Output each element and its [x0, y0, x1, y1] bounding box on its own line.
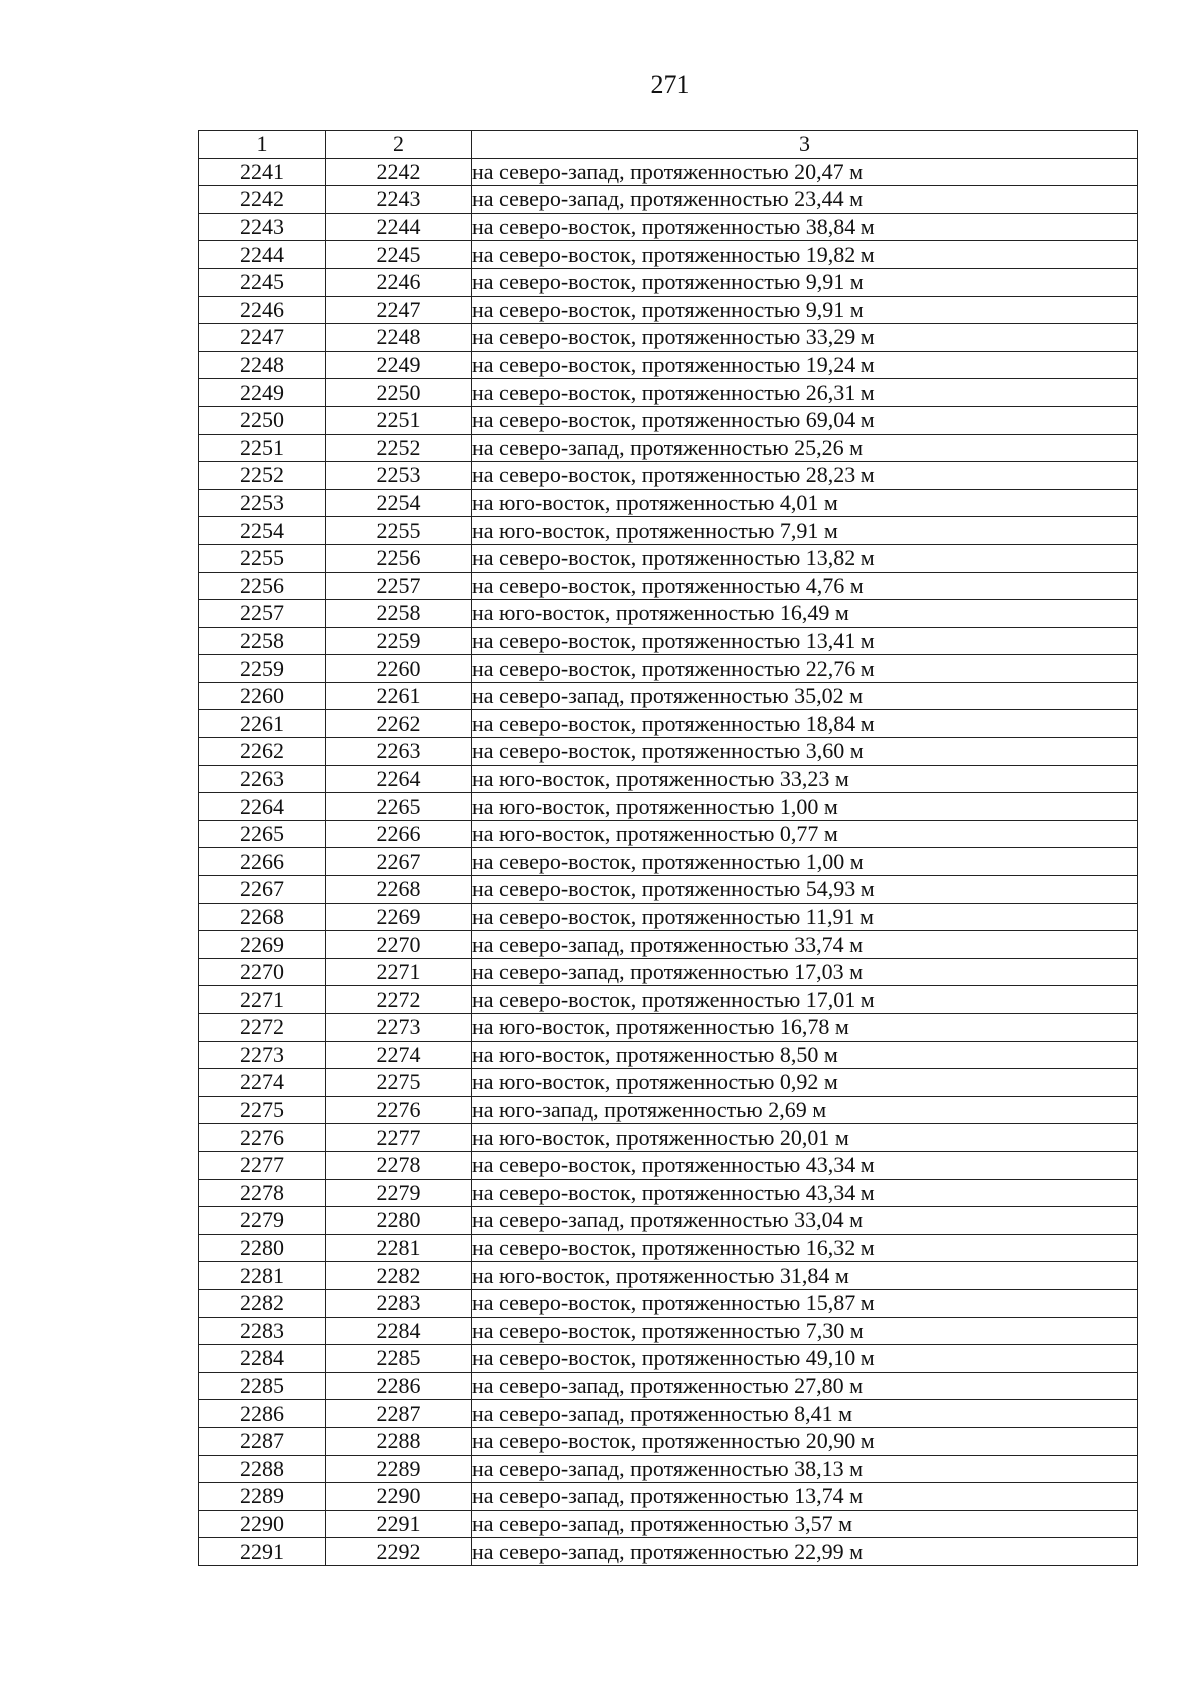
- from-point-cell: 2258: [199, 627, 326, 655]
- from-point-cell: 2265: [199, 820, 326, 848]
- to-point-cell: 2279: [326, 1179, 472, 1207]
- to-point-cell: 2255: [326, 517, 472, 545]
- table-row: [199, 627, 1138, 655]
- from-point-cell: 2248: [199, 351, 326, 379]
- direction-length-cell: на юго-восток, протяженностью 7,91 м: [472, 517, 1138, 545]
- from-point-cell: 2261: [199, 710, 326, 738]
- to-point-cell: 2270: [326, 931, 472, 959]
- table-row: [199, 489, 1138, 517]
- to-point-cell: 2289: [326, 1455, 472, 1483]
- from-point-cell: 2262: [199, 738, 326, 766]
- to-point-cell: 2271: [326, 958, 472, 986]
- from-point-cell: 2245: [199, 268, 326, 296]
- direction-length-cell: на северо-восток, протяженностью 69,04 м: [472, 406, 1138, 434]
- to-point-cell: 2282: [326, 1262, 472, 1290]
- to-point-cell: 2265: [326, 793, 472, 821]
- from-point-cell: 2251: [199, 434, 326, 462]
- direction-length-cell: на северо-восток, протяженностью 43,34 м: [472, 1179, 1138, 1207]
- to-point-cell: 2291: [326, 1510, 472, 1538]
- from-point-cell: 2271: [199, 986, 326, 1014]
- table-row: [199, 848, 1138, 876]
- from-point-cell: 2242: [199, 186, 326, 214]
- direction-length-cell: на юго-восток, протяженностью 4,01 м: [472, 489, 1138, 517]
- direction-length-cell: на юго-восток, протяженностью 33,23 м: [472, 765, 1138, 793]
- direction-length-cell: на северо-запад, протяженностью 3,57 м: [472, 1510, 1138, 1538]
- to-point-cell: 2272: [326, 986, 472, 1014]
- table-row: [199, 876, 1138, 904]
- direction-length-cell: на северо-запад, протяженностью 13,74 м: [472, 1483, 1138, 1511]
- table-row: [199, 1400, 1138, 1428]
- to-point-cell: 2254: [326, 489, 472, 517]
- from-point-cell: 2279: [199, 1207, 326, 1235]
- direction-length-cell: на юго-восток, протяженностью 1,00 м: [472, 793, 1138, 821]
- to-point-cell: 2284: [326, 1317, 472, 1345]
- from-point-cell: 2259: [199, 655, 326, 683]
- from-point-cell: 2289: [199, 1483, 326, 1511]
- direction-length-cell: на северо-восток, протяженностью 11,91 м: [472, 903, 1138, 931]
- from-point-cell: 2253: [199, 489, 326, 517]
- direction-length-cell: на юго-восток, протяженностью 0,77 м: [472, 820, 1138, 848]
- from-point-cell: 2247: [199, 324, 326, 352]
- table-row: [199, 158, 1138, 186]
- direction-length-cell: на северо-запад, протяженностью 20,47 м: [472, 158, 1138, 186]
- to-point-cell: 2260: [326, 655, 472, 683]
- from-point-cell: 2273: [199, 1041, 326, 1069]
- direction-length-cell: на северо-восток, протяженностью 20,90 м: [472, 1427, 1138, 1455]
- table-row: [199, 1234, 1138, 1262]
- to-point-cell: 2249: [326, 351, 472, 379]
- direction-length-cell: на юго-восток, протяженностью 31,84 м: [472, 1262, 1138, 1290]
- to-point-cell: 2277: [326, 1124, 472, 1152]
- table-row: [199, 1483, 1138, 1511]
- direction-length-cell: на северо-запад, протяженностью 23,44 м: [472, 186, 1138, 214]
- to-point-cell: 2290: [326, 1483, 472, 1511]
- to-point-cell: 2274: [326, 1041, 472, 1069]
- header-col-1: 1: [199, 131, 326, 159]
- direction-length-cell: на северо-восток, протяженностью 28,23 м: [472, 462, 1138, 490]
- from-point-cell: 2288: [199, 1455, 326, 1483]
- direction-length-cell: на северо-восток, протяженностью 9,91 м: [472, 268, 1138, 296]
- from-point-cell: 2264: [199, 793, 326, 821]
- to-point-cell: 2283: [326, 1289, 472, 1317]
- from-point-cell: 2243: [199, 213, 326, 241]
- direction-length-cell: на северо-запад, протяженностью 38,13 м: [472, 1455, 1138, 1483]
- from-point-cell: 2250: [199, 406, 326, 434]
- boundary-table: [198, 130, 1138, 1566]
- direction-length-cell: на юго-запад, протяженностью 2,69 м: [472, 1096, 1138, 1124]
- table-row: [199, 1096, 1138, 1124]
- table-row: [199, 1124, 1138, 1152]
- to-point-cell: 2266: [326, 820, 472, 848]
- table-row: [199, 986, 1138, 1014]
- direction-length-cell: на северо-восток, протяженностью 26,31 м: [472, 379, 1138, 407]
- to-point-cell: 2258: [326, 600, 472, 628]
- direction-length-cell: на северо-запад, протяженностью 33,04 м: [472, 1207, 1138, 1235]
- from-point-cell: 2286: [199, 1400, 326, 1428]
- direction-length-cell: на северо-восток, протяженностью 13,41 м: [472, 627, 1138, 655]
- from-point-cell: 2281: [199, 1262, 326, 1290]
- to-point-cell: 2269: [326, 903, 472, 931]
- table-row: [199, 186, 1138, 214]
- direction-length-cell: на северо-восток, протяженностью 38,84 м: [472, 213, 1138, 241]
- direction-length-cell: на северо-запад, протяженностью 27,80 м: [472, 1372, 1138, 1400]
- from-point-cell: 2249: [199, 379, 326, 407]
- from-point-cell: 2285: [199, 1372, 326, 1400]
- from-point-cell: 2266: [199, 848, 326, 876]
- table-row: [199, 1345, 1138, 1373]
- table-row: [199, 1151, 1138, 1179]
- from-point-cell: 2268: [199, 903, 326, 931]
- direction-length-cell: на северо-восток, протяженностью 33,29 м: [472, 324, 1138, 352]
- direction-length-cell: на северо-запад, протяженностью 8,41 м: [472, 1400, 1138, 1428]
- header-col-3: 3: [472, 131, 1138, 159]
- from-point-cell: 2287: [199, 1427, 326, 1455]
- from-point-cell: 2280: [199, 1234, 326, 1262]
- table-row: [199, 1455, 1138, 1483]
- to-point-cell: 2268: [326, 876, 472, 904]
- to-point-cell: 2243: [326, 186, 472, 214]
- direction-length-cell: на северо-восток, протяженностью 43,34 м: [472, 1151, 1138, 1179]
- direction-length-cell: на юго-восток, протяженностью 20,01 м: [472, 1124, 1138, 1152]
- from-point-cell: 2241: [199, 158, 326, 186]
- to-point-cell: 2259: [326, 627, 472, 655]
- to-point-cell: 2242: [326, 158, 472, 186]
- table-row: [199, 655, 1138, 683]
- direction-length-cell: на северо-восток, протяженностью 22,76 м: [472, 655, 1138, 683]
- direction-length-cell: на северо-запад, протяженностью 25,26 м: [472, 434, 1138, 462]
- to-point-cell: 2285: [326, 1345, 472, 1373]
- header-row: [199, 131, 1138, 159]
- from-point-cell: 2272: [199, 1014, 326, 1042]
- direction-length-cell: на северо-восток, протяженностью 17,01 м: [472, 986, 1138, 1014]
- table-row: [199, 600, 1138, 628]
- to-point-cell: 2288: [326, 1427, 472, 1455]
- direction-length-cell: на северо-восток, протяженностью 19,24 м: [472, 351, 1138, 379]
- from-point-cell: 2276: [199, 1124, 326, 1152]
- to-point-cell: 2280: [326, 1207, 472, 1235]
- direction-length-cell: на северо-запад, протяженностью 17,03 м: [472, 958, 1138, 986]
- to-point-cell: 2275: [326, 1069, 472, 1097]
- table-row: [199, 1317, 1138, 1345]
- table-row: [199, 517, 1138, 545]
- table-body: [199, 158, 1138, 1565]
- table-row: [199, 324, 1138, 352]
- table-row: [199, 268, 1138, 296]
- table-row: [199, 241, 1138, 269]
- from-point-cell: 2256: [199, 572, 326, 600]
- to-point-cell: 2273: [326, 1014, 472, 1042]
- table-row: [199, 765, 1138, 793]
- to-point-cell: 2263: [326, 738, 472, 766]
- table-row: [199, 1207, 1138, 1235]
- table-row: [199, 710, 1138, 738]
- to-point-cell: 2264: [326, 765, 472, 793]
- table-row: [199, 1538, 1138, 1566]
- direction-length-cell: на северо-восток, протяженностью 15,87 м: [472, 1289, 1138, 1317]
- from-point-cell: 2244: [199, 241, 326, 269]
- to-point-cell: 2276: [326, 1096, 472, 1124]
- direction-length-cell: на северо-восток, протяженностью 13,82 м: [472, 544, 1138, 572]
- table-row: [199, 213, 1138, 241]
- table-row: [199, 820, 1138, 848]
- direction-length-cell: на юго-восток, протяженностью 8,50 м: [472, 1041, 1138, 1069]
- direction-length-cell: на северо-восток, протяженностью 3,60 м: [472, 738, 1138, 766]
- to-point-cell: 2253: [326, 462, 472, 490]
- table-row: [199, 351, 1138, 379]
- to-point-cell: 2252: [326, 434, 472, 462]
- table-row: [199, 903, 1138, 931]
- direction-length-cell: на северо-восток, протяженностью 1,00 м: [472, 848, 1138, 876]
- to-point-cell: 2281: [326, 1234, 472, 1262]
- direction-length-cell: на северо-восток, протяженностью 16,32 м: [472, 1234, 1138, 1262]
- from-point-cell: 2275: [199, 1096, 326, 1124]
- to-point-cell: 2287: [326, 1400, 472, 1428]
- from-point-cell: 2252: [199, 462, 326, 490]
- direction-length-cell: на северо-восток, протяженностью 49,10 м: [472, 1345, 1138, 1373]
- direction-length-cell: на юго-восток, протяженностью 16,49 м: [472, 600, 1138, 628]
- table-row: [199, 682, 1138, 710]
- direction-length-cell: на северо-запад, протяженностью 33,74 м: [472, 931, 1138, 959]
- direction-length-cell: на северо-восток, протяженностью 18,84 м: [472, 710, 1138, 738]
- table-row: [199, 462, 1138, 490]
- from-point-cell: 2270: [199, 958, 326, 986]
- table-row: [199, 931, 1138, 959]
- table-row: [199, 1510, 1138, 1538]
- table-row: [199, 296, 1138, 324]
- table-row: [199, 1289, 1138, 1317]
- to-point-cell: 2244: [326, 213, 472, 241]
- table-row: [199, 793, 1138, 821]
- to-point-cell: 2286: [326, 1372, 472, 1400]
- table-row: [199, 1041, 1138, 1069]
- from-point-cell: 2269: [199, 931, 326, 959]
- from-point-cell: 2260: [199, 682, 326, 710]
- table-row: [199, 1014, 1138, 1042]
- from-point-cell: 2278: [199, 1179, 326, 1207]
- to-point-cell: 2247: [326, 296, 472, 324]
- from-point-cell: 2246: [199, 296, 326, 324]
- to-point-cell: 2267: [326, 848, 472, 876]
- from-point-cell: 2274: [199, 1069, 326, 1097]
- from-point-cell: 2263: [199, 765, 326, 793]
- table-row: [199, 1179, 1138, 1207]
- to-point-cell: 2250: [326, 379, 472, 407]
- from-point-cell: 2283: [199, 1317, 326, 1345]
- table-row: [199, 379, 1138, 407]
- direction-length-cell: на северо-восток, протяженностью 9,91 м: [472, 296, 1138, 324]
- direction-length-cell: на юго-восток, протяженностью 16,78 м: [472, 1014, 1138, 1042]
- from-point-cell: 2282: [199, 1289, 326, 1317]
- to-point-cell: 2261: [326, 682, 472, 710]
- table-row: [199, 738, 1138, 766]
- to-point-cell: 2292: [326, 1538, 472, 1566]
- to-point-cell: 2245: [326, 241, 472, 269]
- direction-length-cell: на северо-восток, протяженностью 19,82 м: [472, 241, 1138, 269]
- table-row: [199, 572, 1138, 600]
- direction-length-cell: на северо-восток, протяженностью 7,30 м: [472, 1317, 1138, 1345]
- from-point-cell: 2257: [199, 600, 326, 628]
- to-point-cell: 2248: [326, 324, 472, 352]
- table-row: [199, 1262, 1138, 1290]
- to-point-cell: 2262: [326, 710, 472, 738]
- page-number: 271: [650, 70, 690, 99]
- direction-length-cell: на северо-запад, протяженностью 35,02 м: [472, 682, 1138, 710]
- to-point-cell: 2278: [326, 1151, 472, 1179]
- direction-length-cell: на юго-восток, протяженностью 0,92 м: [472, 1069, 1138, 1097]
- table-row: [199, 434, 1138, 462]
- table-row: [199, 958, 1138, 986]
- direction-length-cell: на северо-восток, протяженностью 4,76 м: [472, 572, 1138, 600]
- table-row: [199, 544, 1138, 572]
- from-point-cell: 2267: [199, 876, 326, 904]
- header-col-2: 2: [326, 131, 472, 159]
- to-point-cell: 2251: [326, 406, 472, 434]
- table-row: [199, 1427, 1138, 1455]
- from-point-cell: 2290: [199, 1510, 326, 1538]
- direction-length-cell: на северо-восток, протяженностью 54,93 м: [472, 876, 1138, 904]
- to-point-cell: 2257: [326, 572, 472, 600]
- table-header: [199, 131, 1138, 159]
- from-point-cell: 2284: [199, 1345, 326, 1373]
- from-point-cell: 2277: [199, 1151, 326, 1179]
- table-row: [199, 1069, 1138, 1097]
- from-point-cell: 2254: [199, 517, 326, 545]
- to-point-cell: 2246: [326, 268, 472, 296]
- table-row: [199, 1372, 1138, 1400]
- direction-length-cell: на северо-запад, протяженностью 22,99 м: [472, 1538, 1138, 1566]
- from-point-cell: 2255: [199, 544, 326, 572]
- to-point-cell: 2256: [326, 544, 472, 572]
- table-row: [199, 406, 1138, 434]
- from-point-cell: 2291: [199, 1538, 326, 1566]
